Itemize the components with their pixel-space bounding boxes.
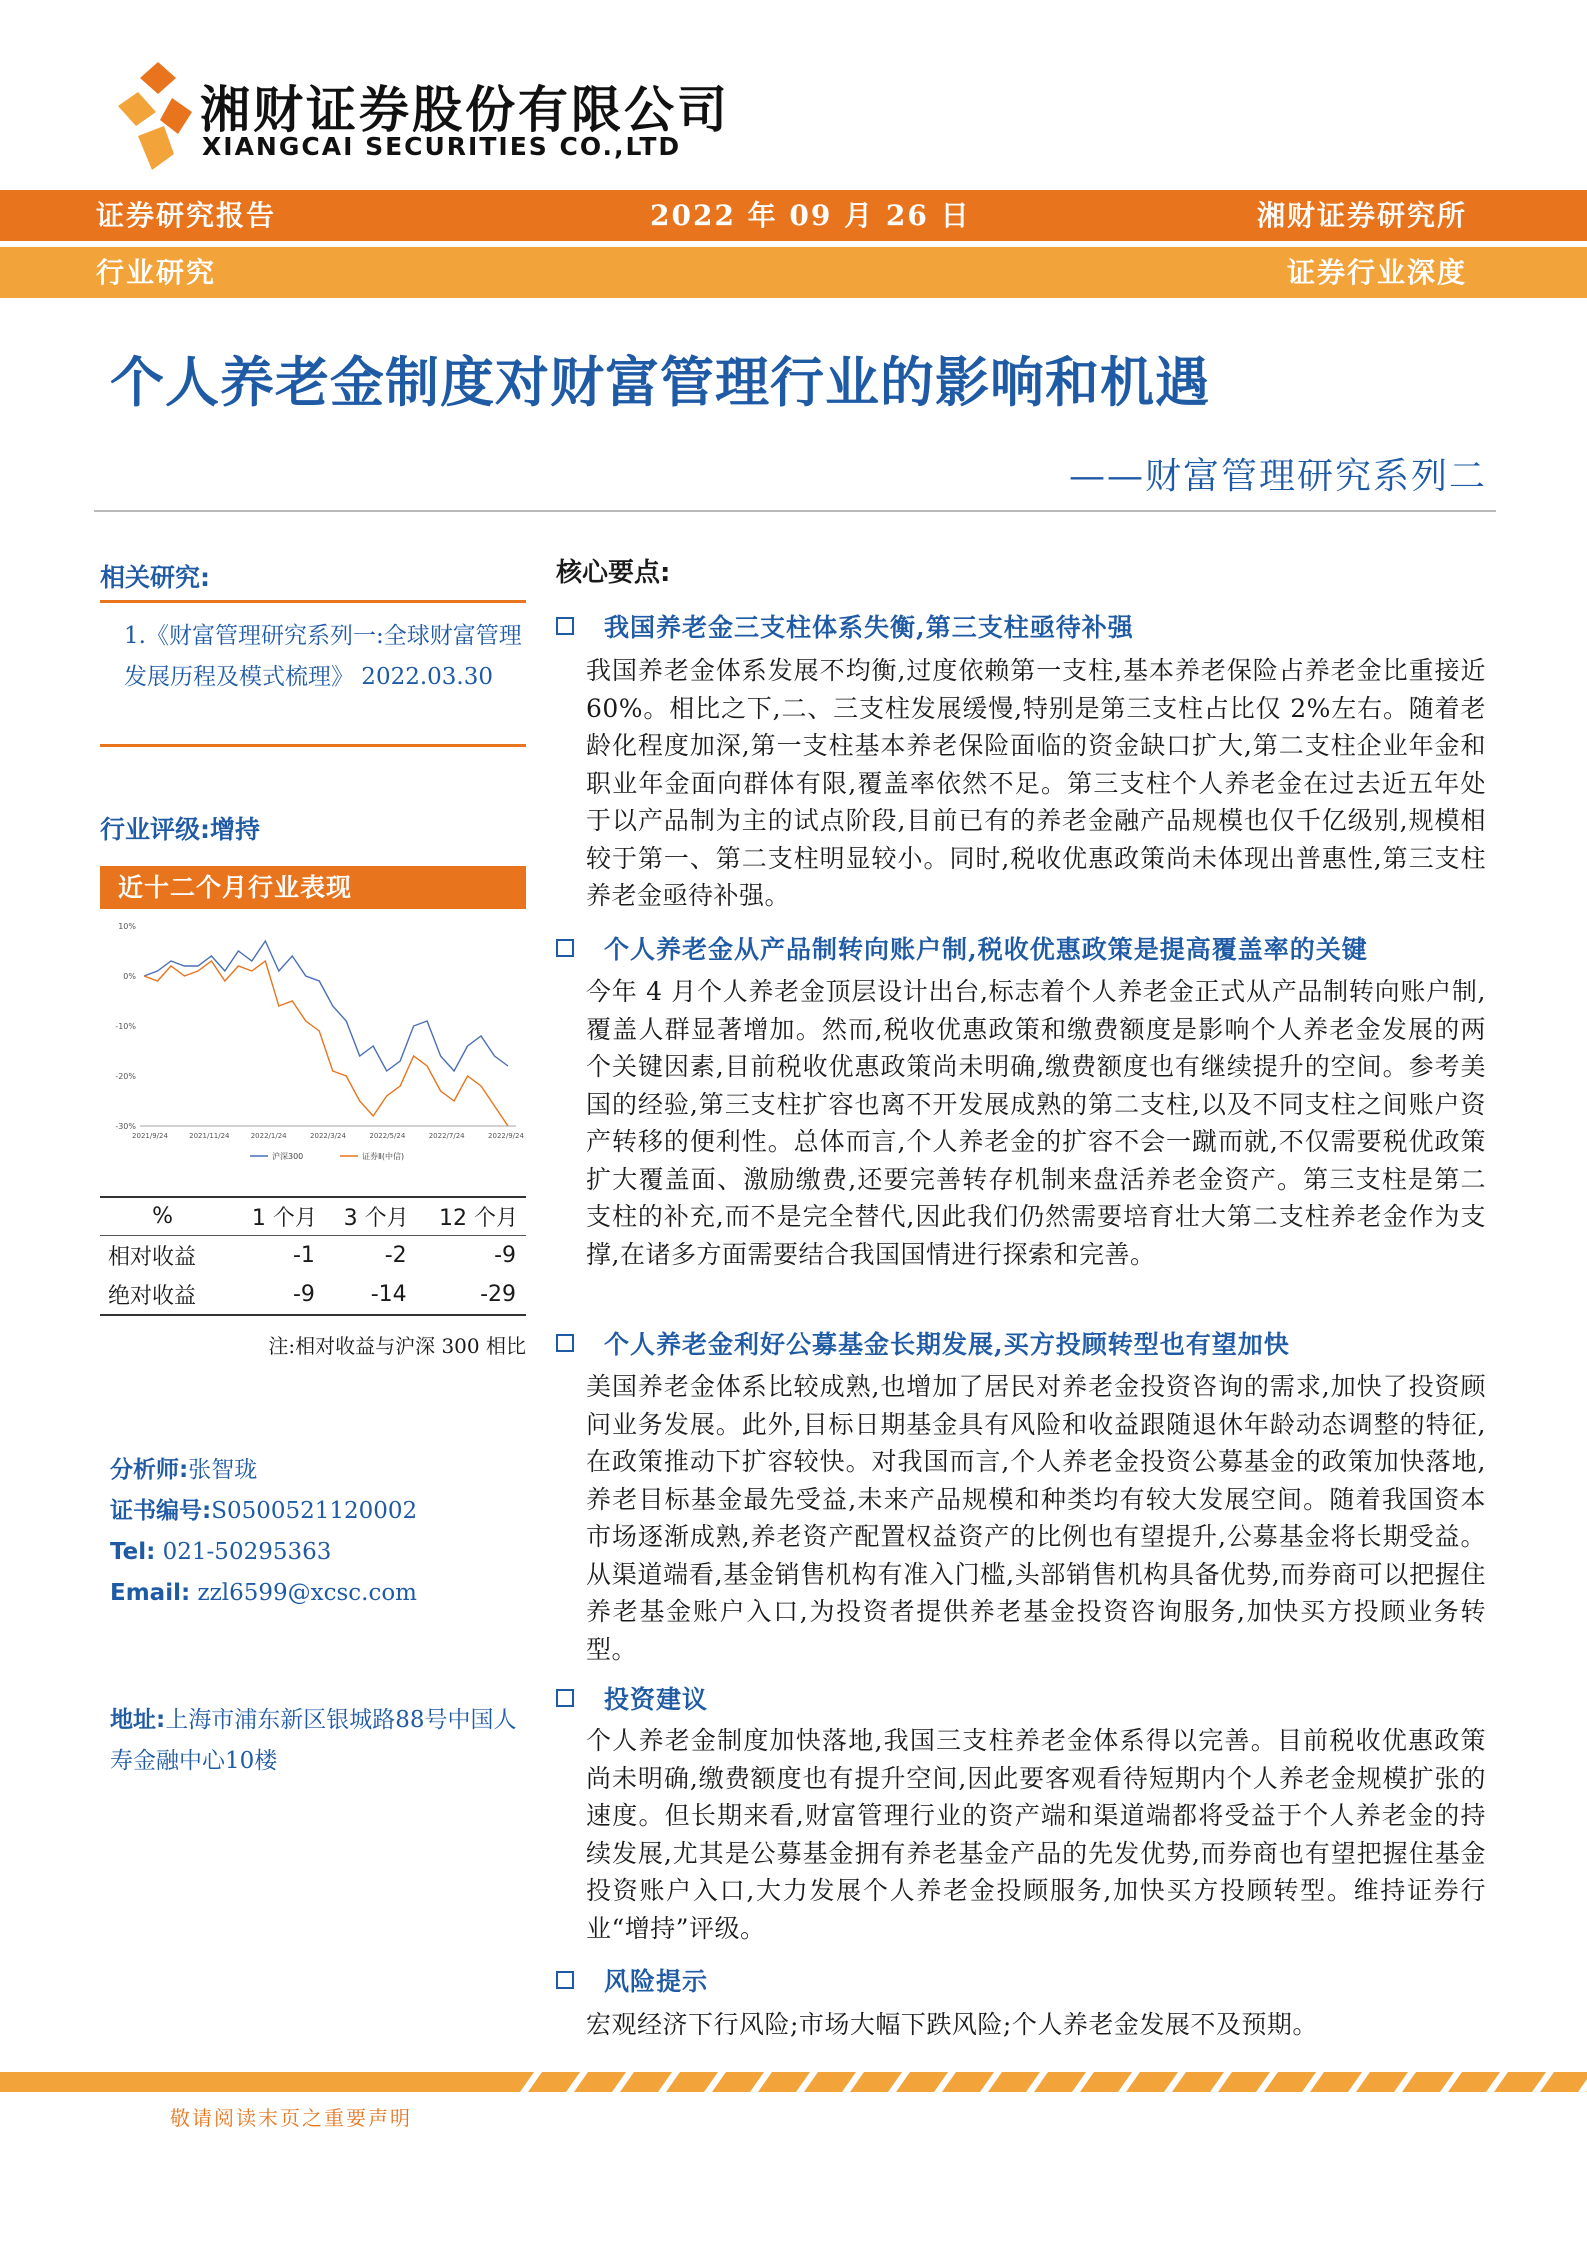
address-label: 地址:	[110, 1707, 166, 1733]
section-body: 今年 4 月个人养老金顶层设计出台,标志着个人养老金正式从产品制转向账户制,覆盖人群显著增加。然而,税收优惠政策和缴费额度是影响个人养老金发展的两个关键因素,目前税收优惠政策尚未明确,缴费额度也有继续提升的空间。参考美国的经验,第三支柱扩容也离不开发展成熟的第二支柱,以及不同支柱之间账户资产转移的便利性。总体而言,个人养老金的扩容不会一蹴而就,不仅需要税优政策扩大覆盖面、激励缴费,还要完善转存机制来盘活养老金资产。第三支柱是第二支柱的补充,而不是完全替代,因此我们仍然需要培育壮大第二支柱养老金作为支撑,在诸多方面需要结合我国国情进行探索和完善。	[586, 977, 1486, 1269]
tel-label: Tel:	[110, 1539, 156, 1565]
report-type: 证券研究报告	[96, 199, 277, 232]
section-heading: 投资建议	[556, 1680, 708, 1716]
checkbox-bullet-icon	[556, 1689, 574, 1707]
header-band-secondary	[0, 247, 1587, 298]
institute-name: 湘财证券研究所	[1256, 199, 1467, 232]
footer-stripe-band	[0, 2072, 1587, 2092]
cert-label: 证书编号:	[110, 1498, 212, 1524]
tel-number: 021-50295363	[162, 1539, 332, 1565]
checkbox-bullet-icon	[556, 617, 574, 635]
related-research-title: 相关研究:	[100, 563, 210, 592]
legend-label: 证券Ⅱ(中信)	[362, 1152, 405, 1161]
analyst-name: 张智珑	[188, 1457, 258, 1483]
related-bottom-divider	[100, 744, 526, 747]
y-tick-label: -30%	[115, 1122, 136, 1131]
y-tick-label: -20%	[115, 1072, 136, 1081]
email-label: Email:	[110, 1580, 191, 1606]
table-cell: -2	[384, 1242, 407, 1268]
performance-table	[100, 1196, 526, 1316]
section-heading: 个人养老金从产品制转向账户制,税收优惠政策是提高覆盖率的关键	[556, 930, 1368, 966]
x-tick-label: 2021/11/24	[189, 1132, 230, 1140]
address-info	[110, 1700, 530, 1782]
table-cell: 相对收益	[108, 1244, 197, 1270]
report-category: 行业研究	[96, 256, 217, 289]
y-tick-label: 10%	[118, 922, 136, 931]
checkbox-bullet-icon	[556, 939, 574, 957]
analyst-info	[110, 1450, 417, 1614]
table-row	[100, 1275, 526, 1315]
x-tick-label: 2021/9/24	[132, 1132, 168, 1140]
email-link[interactable]: zzl6599@xcsc.com	[197, 1580, 417, 1606]
table-header-cell: 12 个月	[417, 1197, 526, 1235]
section-body: 美国养老金体系比较成熟,也增加了居民对养老金投资咨询的需求,加快了投资顾问业务发展。此外,目标日期基金具有风险和收益跟随退休年龄动态调整的特征,在政策推动下扩容较快。对我国而言,个人养老金投资公募基金的政策加快落地,养老目标基金最先受益,未来产品规模和种类均有较大发展空间。随着我国资本市场逐渐成熟,养老资产配置权益资产的比例也有望提升,公募基金将长期受益。从渠道端看,基金销售机构有准入门槛,头部销售机构具备优势,而券商可以把握住养老基金账户入口,为投资者提供养老基金投资咨询服务,加快买方投顾业务转型。	[586, 1372, 1486, 1664]
report-date: 2022 年 09 月 26 日	[650, 199, 971, 232]
company-logo	[118, 62, 192, 170]
report-title: 个人养老金制度对财富管理行业的影响和机遇	[110, 351, 1210, 414]
report-depth: 证券行业深度	[1286, 256, 1467, 289]
table-header-row	[100, 1197, 526, 1235]
table-cell: -14	[325, 1275, 417, 1315]
checkbox-bullet-icon	[556, 1971, 574, 1989]
table-header-cell: 3 个月	[325, 1197, 417, 1235]
address-text: 上海市浦东新区银城路88号中国人寿金融中心10楼	[110, 1707, 517, 1774]
x-tick-label: 2022/7/24	[428, 1132, 465, 1140]
section-body: 宏观经济下行风险;市场大幅下跌风险;个人养老金发展不及预期。	[586, 2010, 1318, 2039]
checkbox-bullet-icon	[556, 1334, 574, 1352]
related-research-item[interactable]: 1.《财富管理研究系列一:全球财富管理发展历程及模式梳理》 2022.03.30	[124, 623, 522, 690]
title-divider	[94, 510, 1496, 512]
section-body: 我国养老金体系发展不均衡,过度依赖第一支柱,基本养老保险占养老金比重接近 60%。相比之下,二、三支柱发展缓慢,特别是第三支柱占比仅 2%左右。随着老龄化程度加深,第一支柱基本养老保险面临的资金缺口扩大,第二支柱企业年金和职业年金面向群体有限,覆盖率依然不足。第三支柱个人养老金在过去近五年处于以产品制为主的试点阶段,目前已有的养老金融产品规模也仅千亿级别,规模相较于第一、第二支柱明显较小。同时,税收优惠政策尚未体现出普惠性,第三支柱养老金亟待补强。	[586, 656, 1486, 910]
x-tick-label: 2022/3/24	[310, 1132, 346, 1140]
related-top-divider	[100, 600, 526, 603]
series-line-2	[144, 961, 508, 1126]
table-cell: -1	[292, 1242, 315, 1268]
industry-rating: 行业评级:增持	[100, 815, 260, 844]
table-cell: 绝对收益	[100, 1275, 233, 1315]
table-cell: -9	[494, 1242, 516, 1268]
section-body: 个人养老金制度加快落地,我国三支柱养老金体系得以完善。目前税收优惠政策尚未明确,缴费额度也有提升空间,因此要客观看待短期内个人养老金规模扩张的速度。但长期来看,财富管理行业的资产端和渠道端都将受益于个人养老金的持续发展,尤其是公募基金拥有养老基金产品的先发优势,而券商也有望把握住基金投资账户入口,大力发展个人养老金投顾服务,加快买方投顾转型。维持证券行业“增持”评级。	[586, 1726, 1486, 1943]
table-cell: -29	[417, 1275, 526, 1315]
company-name-en: XIANGCAI SECURITIES CO.,LTD	[202, 132, 682, 161]
table-cell: -9	[233, 1275, 325, 1315]
company-name-cn: 湘财证券股份有限公司	[200, 81, 730, 139]
report-subtitle: ——财富管理研究系列二	[1068, 456, 1487, 497]
section-heading: 我国养老金三支柱体系失衡,第三支柱亟待补强	[556, 608, 1134, 644]
x-tick-label: 2022/1/24	[250, 1132, 287, 1140]
y-tick-label: 0%	[123, 972, 136, 981]
table-row	[100, 1235, 526, 1275]
cert-number: S0500521120002	[211, 1498, 418, 1524]
analyst-label: 分析师:	[110, 1457, 189, 1483]
header-band-primary	[0, 190, 1587, 241]
table-header-cell: 1 个月	[233, 1197, 325, 1235]
section-heading: 个人养老金利好公募基金长期发展,买方投顾转型也有望加快	[556, 1325, 1290, 1361]
disclaimer-notice[interactable]: 敬请阅读末页之重要声明	[170, 2106, 412, 2130]
x-tick-label: 2022/9/24	[488, 1132, 524, 1140]
performance-line-chart	[100, 912, 526, 1172]
y-tick-label: -10%	[115, 1022, 136, 1031]
legend-label: 沪深300	[272, 1152, 304, 1161]
table-note: 注:相对收益与沪深 300 相比	[268, 1334, 526, 1358]
section-heading: 风险提示	[556, 1962, 708, 1998]
performance-title: 近十二个月行业表现	[100, 866, 526, 909]
table-header-cell: %	[100, 1197, 233, 1235]
x-tick-label: 2022/5/24	[369, 1132, 406, 1140]
core-points-title: 核心要点:	[556, 558, 671, 588]
